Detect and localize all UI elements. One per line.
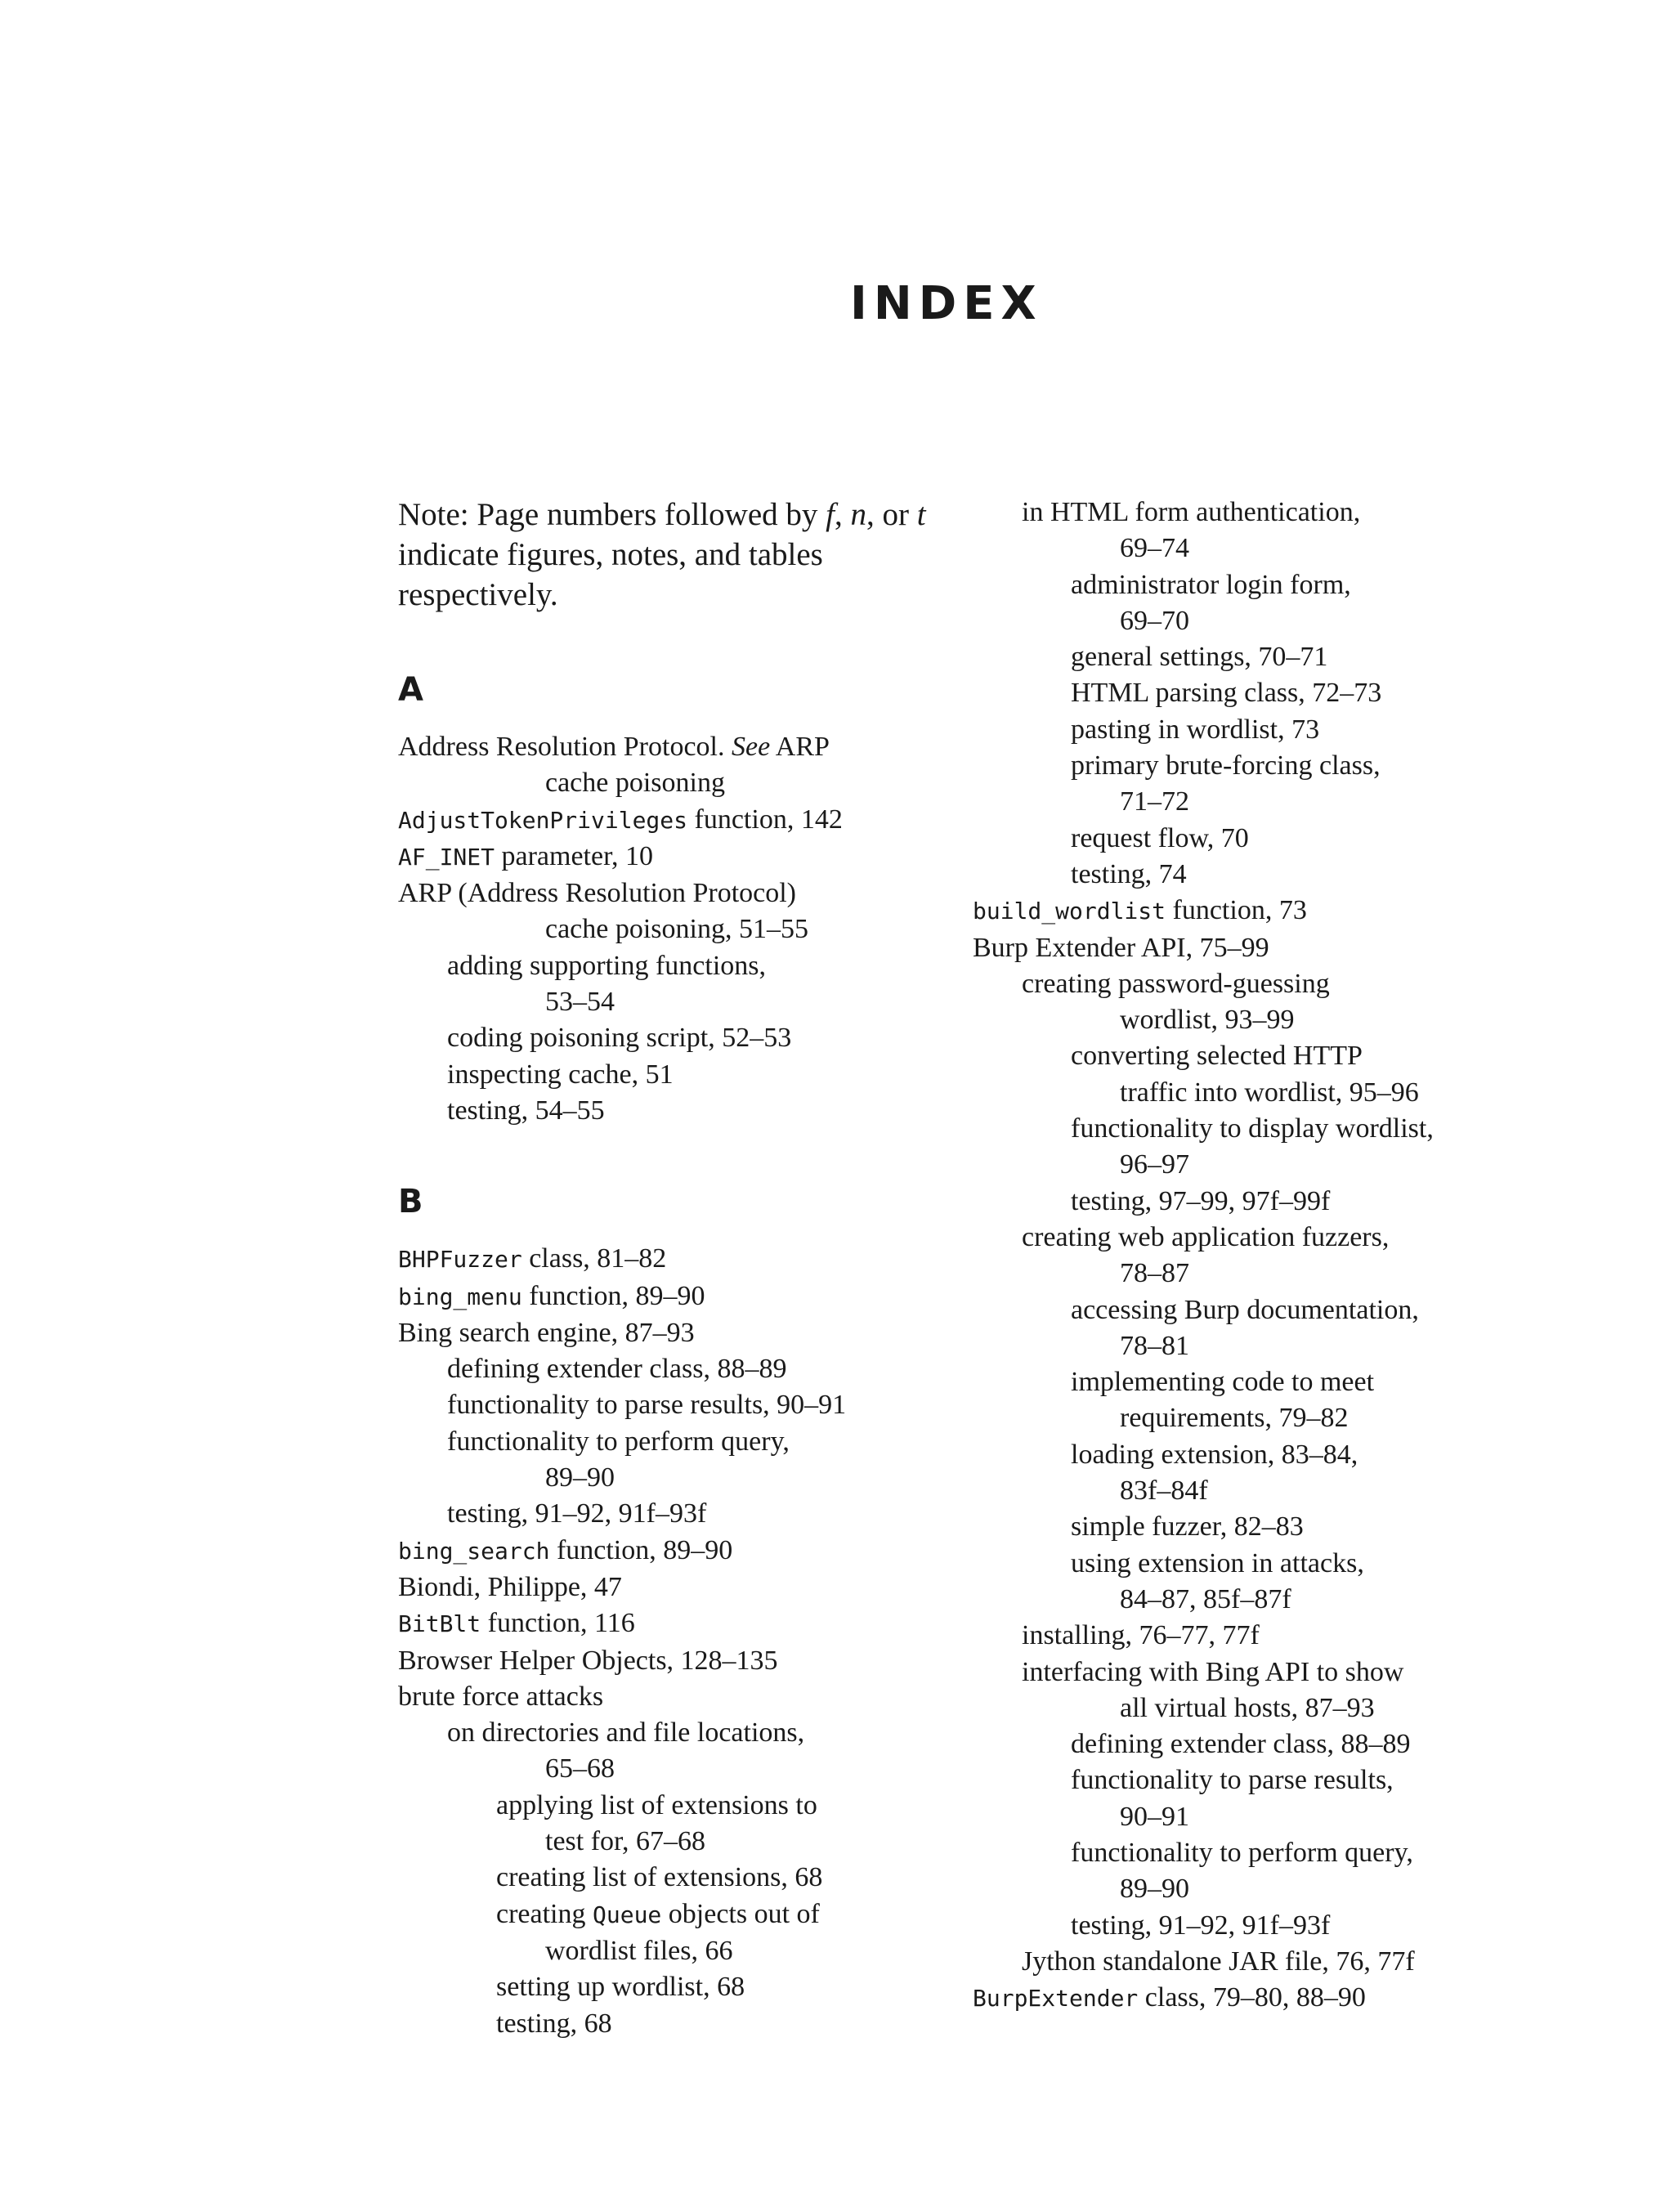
index-subentry: coding poisoning script, 52–53 [447,1023,792,1054]
index-entry: Biondi, Philippe, 47 [398,1571,622,1602]
index-subsubentry: functionality to parse results, [1071,1765,1394,1796]
index-subsubentry: general settings, 70–71 [1071,642,1328,673]
index-entry-continuation: 65–68 [545,1753,615,1784]
index-entry: Address Resolution Protocol. See ARP [398,732,830,762]
index-subsubentry: accessing Burp documentation, [1071,1294,1419,1325]
index-subentry: inspecting cache, 51 [447,1059,674,1090]
index-subsubentry: loading extension, 83–84, [1071,1439,1358,1470]
index-subsubentry: primary brute-forcing class, [1071,750,1381,781]
index-entry: bing_search function, 89–90 [398,1534,733,1565]
index-entry-continuation: cache poisoning [545,768,725,799]
index-subsubentry: testing, 91–92, 91f–93f [1071,1910,1331,1941]
index-entry-continuation: all virtual hosts, 87–93 [1120,1692,1375,1723]
index-subsubentry: using extension in attacks, [1071,1547,1364,1578]
index-entry: Bing search engine, 87–93 [398,1317,695,1348]
section-letter: B [398,1183,423,1221]
index-subentry: functionality to perform query, [447,1426,790,1457]
index-subsubentry: implementing code to meet [1071,1367,1375,1398]
index-entry: AF_INET parameter, 10 [398,840,654,871]
index-entry: Burp Extender API, 75–99 [973,932,1269,963]
index-subsubentry: creating Queue objects out of [496,1898,820,1929]
index-right-column [973,495,1545,2017]
index-entry: Browser Helper Objects, 128–135 [398,1645,778,1676]
index-note: Note: Page numbers followed by f, n, or t indicate figures, notes, and tables respectively. [398,497,926,612]
index-subsubentry: administrator login form, [1071,569,1351,600]
index-subsubentry: functionality to perform query, [1071,1837,1413,1868]
index-subentry: functionality to parse results, 90–91 [447,1390,847,1421]
index-entry: BitBlt function, 116 [398,1608,635,1639]
index-subsubentry: functionality to display wordlist, [1071,1113,1434,1144]
index-subsubentry: defining extender class, 88–89 [1071,1729,1411,1760]
index-subentry: creating web application fuzzers, [1022,1221,1390,1252]
section-letter: A [398,671,423,709]
index-entry: ARP (Address Resolution Protocol) [398,878,797,909]
index-entry-continuation: 83f–84f [1120,1475,1208,1507]
index-entry-continuation: 71–72 [1120,786,1189,817]
index-subentry: creating password-guessing [1022,968,1330,999]
index-entry-continuation: test for, 67–68 [545,1826,705,1857]
index-entry: brute force attacks [398,1681,604,1712]
index-entry-continuation: 96–97 [1120,1149,1189,1180]
index-entry: BurpExtender class, 79–80, 88–90 [973,1982,1366,2013]
index-entry-continuation: 78–87 [1120,1258,1189,1289]
index-entry-continuation: 84–87, 85f–87f [1120,1583,1291,1614]
index-subsubentry: testing, 97–99, 97f–99f [1071,1185,1331,1216]
index-subentry: adding supporting functions, [447,950,767,981]
index-subsubentry: testing, 74 [1071,858,1187,889]
index-subentry: testing, 91–92, 91f–93f [447,1498,707,1529]
index-entry-continuation: 69–70 [1120,605,1189,636]
index-entry-continuation: 89–90 [1120,1874,1189,1905]
index-entry: build_wordlist function, 73 [973,895,1307,926]
index-entry-continuation: cache poisoning, 51–55 [545,914,808,945]
index-subentry: installing, 76–77, 77f [1022,1620,1260,1651]
index-entry-continuation: 89–90 [545,1462,615,1493]
index-subsubentry: creating list of extensions, 68 [496,1862,823,1893]
index-entry-continuation: wordlist files, 66 [545,1935,733,1966]
index-subsubentry: converting selected HTTP [1071,1041,1363,1072]
index-entry-continuation: requirements, 79–82 [1120,1403,1349,1434]
section-a [398,670,954,1129]
index-subentry: Jython standalone JAR file, 76, 77f [1022,1946,1415,1977]
index-entry-continuation: traffic into wordlist, 95–96 [1120,1077,1419,1108]
index-subsubentry: simple fuzzer, 82–83 [1071,1511,1304,1543]
page-title: INDEX [850,277,1043,330]
index-entry: AdjustTokenPrivileges function, 142 [398,804,843,835]
index-entry: bing_menu function, 89–90 [398,1280,705,1311]
index-subsubentry: applying list of extensions to [496,1789,817,1820]
index-subsubentry: HTML parsing class, 72–73 [1071,678,1382,709]
index-subentry: testing, 54–55 [447,1095,605,1126]
index-entry-continuation: 69–74 [1120,533,1189,564]
index-subsubentry: testing, 68 [496,2008,612,2039]
index-subentry: interfacing with Bing API to show [1022,1656,1404,1687]
index-entry-continuation: 90–91 [1120,1801,1189,1832]
index-subsubentry: pasting in wordlist, 73 [1071,714,1320,745]
index-entry-continuation: 78–81 [1120,1330,1189,1361]
index-subsubentry: setting up wordlist, 68 [496,1972,745,2003]
index-subentry: defining extender class, 88–89 [447,1354,787,1385]
index-entry-continuation: wordlist, 93–99 [1120,1005,1295,1036]
index-entry-continuation: 53–54 [545,987,615,1018]
index-left-column [398,495,954,2095]
index-subentry: in HTML form authentication, [1022,497,1361,527]
index-subsubentry: request flow, 70 [1071,822,1249,853]
index-subentry: on directories and file locations, [447,1717,805,1749]
section-b [398,1182,954,2042]
index-entry: BHPFuzzer class, 81–82 [398,1243,667,1274]
